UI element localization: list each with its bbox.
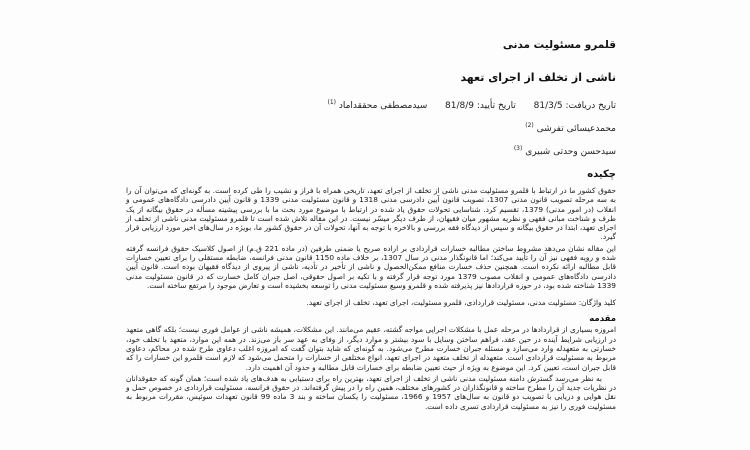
- author-1: سیدمصطفی محققداماد: [338, 101, 428, 111]
- author-2: محمدعیسائی تفرشی: [536, 124, 616, 134]
- keywords: کلید واژگان: مسئولیت مدنی، مسئولیت قراردادی، قلمرو مسئولیت، اجرای تعهد، تخلف از اجرای تعهد.: [306, 297, 616, 307]
- intro-paragraph-2: به نظر می‌رسد گسترش دامنه مسئولیت مدنی ناشی از تخلف از اجرای تعهد، بهترین راه برای دستیابی به هدف‌های یاد شده است؛ همان گونه که حقوقدانان در نظریات جدید آن را مطرح ساخته و قانونگذاران در کشورهای مختلف، همین راه را در پیش گرفته‌اند. در حقوق فرانسه، مسئولیت قراردادی در خصوص حمل و نقل هوایی و دریایی با تصویب دو قانون به سال‌های 1957 و 1966، مسئولیت را یکسان ساخته و بند 3 ماده 99 قانون تعهدات سوئیس، مقررات مربوط به مسئولیت فوری را نیز به مسئولیت قراردادی تسری داده است.: [126, 373, 616, 411]
- accepted-date: تاریخ تأیید: 81/8/9: [445, 101, 516, 111]
- article-meta: [126, 96, 616, 159]
- page-header: قلمرو مسئولیت مدنی: [502, 39, 616, 51]
- author-3-note: (3): [513, 145, 523, 152]
- dates-row: [126, 96, 616, 113]
- received-date: تاریخ دریافت: 81/3/5: [533, 101, 616, 111]
- author-2-note: (2): [525, 122, 534, 129]
- author-1-note: (1): [327, 99, 336, 106]
- author-3: سیدحسن وحدتی شبیری: [525, 147, 616, 157]
- article-title: ناشی از تخلف از اجرای تعهد: [460, 71, 616, 84]
- abstract-paragraph-1: حقوق کشور ما در ارتباط با قلمرو مسئولیت مدنی ناشی از تخلف از اجرای تعهد، تاریخی همراه با فراز و نشیب را طی کرده است. به گونه‌ای که می‌توان آن را به سه مرحله تصویب قانون مدنی 1307، تصویب قانون آیین دادرسی مدنی 1318 و قانون مسئولیت مدنی 1339 و قانون آیین دادرسی دادگاه‌های عمومی و انقلاب (در امور مدنی) 1379، تقسیم کرد. شناسایی تحولات حقوق یاد شده در ارتباط با موضوع مورد بحث ما با بررسی پیشینه مسأله در حقوق بیگانه از یک طرف و شناخت مبانی فقهی و نظریه مشهور میان فقیهان، از طرف دیگر میسّر نیست. در این مقاله تلاش شده است تا قلمرو مسئولیت مدنی ناشی از تخلف از اجرای تعهد، ابتدا در حقوق بیگانه و سپس از دیدگاه فقه بررسی و بالاخره با توجه به آنها، تحولات آن در حقوق کشور ما، بویژه در سال‌های اخیر مورد ارزیابی قرار گیرد.: [126, 186, 616, 242]
- abstract-heading: چکیده: [587, 169, 616, 180]
- intro-paragraph-1: امروزه بسیاری از قراردادها در مرحله عمل با مشکلات اجرایی مواجه گشته، عقیم می‌مانند. این مشکلات، همیشه ناشی از عوامل فوری نیست؛ بلکه گاهی متعهد در ارزیابی شرایط آینده در حین عقد، فراهم ساختن وسایل با سود بیشتر و موارد دیگر، از وفای به عهد سر باز می‌زند. در همه این موارد، متعهد با تخلف خود، خسارتی به متعهدله وارد می‌سازد و مسئله جبران خسارت مطرح می‌شود. به گونه‌ای که شاید بتوان گفت که امروزه اغلب دعاوی طرح شده در محاکم، دعاوی مربوط به مسئولیت قراردادی است. متعهدله از تخلف متعهد در اجرای تعهد، انواع مختلفی از خسارات را متحمل می‌شود که لازم است قلمرو این خسارات را که قابل جبران است، تعیین کرد. این موضوع به ویژه از حیث تعیین ضابطه برای خسارات قابل مطالبه و حدود آن اهمیت دارد.: [126, 325, 616, 372]
- author-3-row: [126, 142, 616, 159]
- intro-heading: مقدمه: [589, 314, 616, 325]
- author-2-row: [126, 119, 616, 136]
- abstract-paragraph-2: این مقاله نشان می‌دهد مشروط ساختن مطالبه خسارات قراردادی بر اراده صریح یا ضمنی طرفین (در ماده 221 ق.م) از اصول کلاسیک حقوق فرانسه گرفته شده و رویه فقهی نیز آن را تأیید می‌کند؛ اما قانونگذار مدنی در سال 1307، بر خلاف ماده 1150 قانون مدنی فرانسه، ضابطه مستقلی را برای تعیین خسارات قابل مطالبه ارائه نکرده است. همچنین حذف خسارت منافع ممکن‌الحصول و ناشی از تأخیر در تأدیه، ناشی از پیروی از دیدگاه فقیهان بوده است. قانون آیین دادرسی دادگاه‌های عمومی و انقلاب مصوب 1379 مورد توجه قرار گرفته و با تکیه بر اصول حقوقی، اصل جبران کامل خسارت که در قانون مسئولیت مدنی 1339 شناخته شده بود، در حوزه قراردادها نیز پذیرفته شده و قلمرو وسیع مسئولیت مدنی را توسعه بخشیده است و تعارض موجود را مرتفع ساخته است.: [126, 243, 617, 290]
